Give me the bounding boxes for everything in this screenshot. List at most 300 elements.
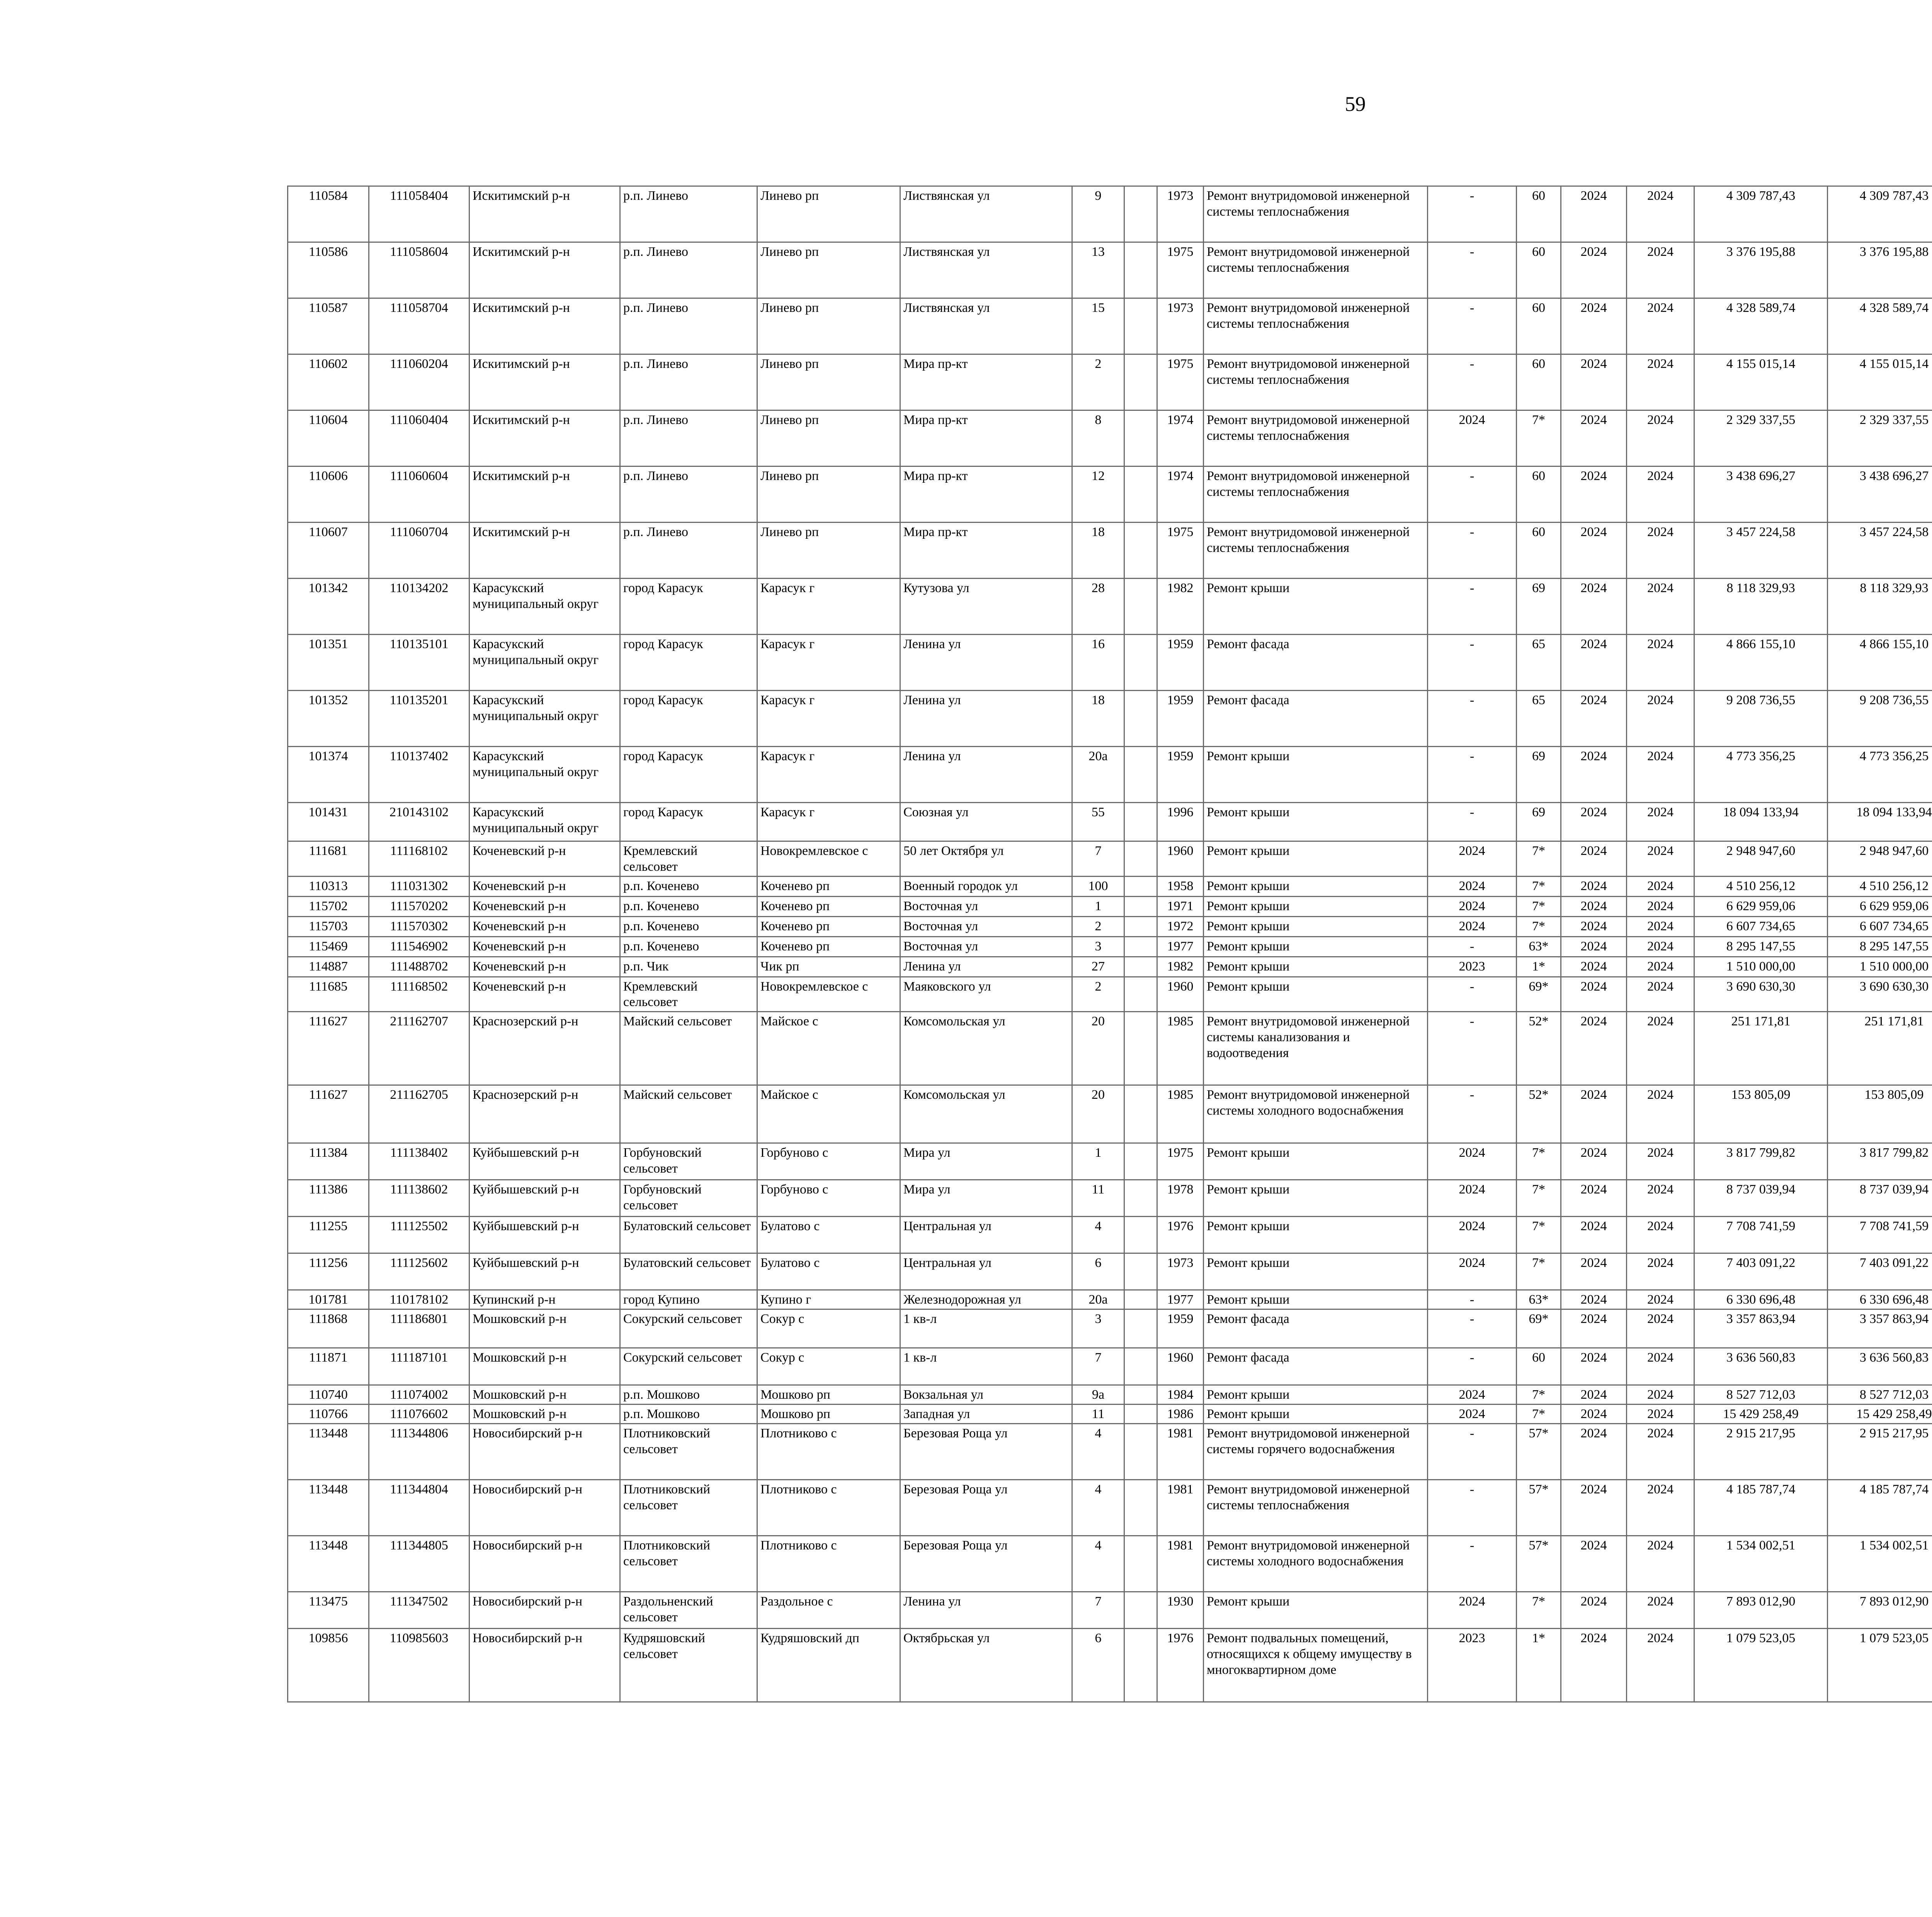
cell-wear-percent: 60 [1517,1348,1561,1385]
cell-district: Коченевский р-н [469,957,620,977]
cell-wear-percent: 7* [1517,876,1561,896]
cell-work-type: Ремонт фасада [1204,1348,1428,1385]
cell-build-year: 1984 [1157,1385,1204,1404]
cell-house-number: 1 [1072,896,1124,916]
cell-work-type: Ремонт внутридомовой инженерной системы теплоснабжения [1204,186,1428,242]
cell-plan-year-from: 2024 [1561,841,1627,877]
cell-municipality: Плотниковский сельсовет [620,1536,757,1592]
cell-total-cost: 18 094 133,94 [1694,803,1828,841]
cell-build-year: 1976 [1157,1628,1204,1702]
cell-house-number: 20а [1072,1290,1124,1309]
cell-building [1124,936,1157,957]
cell-plan-year-to: 2024 [1627,1348,1694,1385]
cell-wear-percent: 60 [1517,298,1561,354]
cell-work-type: Ремонт крыши [1204,916,1428,936]
cell-street: Мира пр-кт [900,523,1072,579]
cell-wear-percent: 60 [1517,354,1561,410]
table-row [288,1628,1932,1702]
cell-total-cost: 15 429 258,49 [1694,1404,1828,1423]
cell-plan-year-to: 2024 [1627,1143,1694,1180]
cell-total-cost: 9 208 736,55 [1694,691,1828,747]
cell-wear-percent: 69 [1517,747,1561,803]
cell-building [1124,803,1157,841]
cell-fund-cost: 7 708 741,59 [1828,1217,1932,1253]
cell-work-type: Ремонт внутридомовой инженерной системы холодного водоснабжения [1204,1085,1428,1143]
cell-building [1124,579,1157,635]
cell-plan-year-to: 2024 [1627,1085,1694,1143]
cell-last-repair-year: 2024 [1428,410,1517,466]
cell-building [1124,1385,1157,1404]
cell-fund-cost: 8 737 039,94 [1828,1180,1932,1217]
cell-street: Мира пр-кт [900,410,1072,466]
cell-house-id: 113448 [288,1479,369,1536]
cell-locality: Линево рп [757,354,900,410]
cell-district: Коченевский р-н [469,936,620,957]
cell-wear-percent: 7* [1517,1217,1561,1253]
cell-plan-year-from: 2024 [1561,803,1627,841]
cell-plan-year-from: 2024 [1561,1404,1627,1423]
cell-work-type: Ремонт фасада [1204,635,1428,691]
cell-district: Куйбышевский р-н [469,1180,620,1217]
cell-building [1124,1290,1157,1309]
cell-build-year: 1973 [1157,298,1204,354]
cell-last-repair-year: 2024 [1428,876,1517,896]
cell-work-code: 110178102 [369,1290,469,1309]
cell-work-type: Ремонт крыши [1204,876,1428,896]
cell-plan-year-from: 2024 [1561,1385,1627,1404]
cell-district: Коченевский р-н [469,896,620,916]
cell-fund-cost: 9 208 736,55 [1828,691,1932,747]
table-row [288,635,1932,691]
cell-locality: Булатово с [757,1253,900,1290]
cell-total-cost: 3 690 630,30 [1694,977,1828,1012]
cell-fund-cost: 4 328 589,74 [1828,298,1932,354]
cell-fund-cost: 2 948 947,60 [1828,841,1932,877]
cell-build-year: 1960 [1157,977,1204,1012]
cell-street: Центральная ул [900,1217,1072,1253]
cell-house-id: 110313 [288,876,369,896]
cell-house-id: 110586 [288,242,369,298]
cell-building [1124,1348,1157,1385]
cell-last-repair-year: 2024 [1428,1253,1517,1290]
table-row [288,1385,1932,1404]
cell-build-year: 1960 [1157,1348,1204,1385]
cell-work-code: 111546902 [369,936,469,957]
cell-building [1124,466,1157,523]
cell-house-number: 4 [1072,1536,1124,1592]
cell-locality: Новокремлевское с [757,841,900,877]
cell-plan-year-to: 2024 [1627,936,1694,957]
cell-work-type: Ремонт крыши [1204,579,1428,635]
cell-plan-year-from: 2024 [1561,354,1627,410]
cell-work-type: Ремонт фасада [1204,1309,1428,1348]
cell-total-cost: 2 915 217,95 [1694,1423,1828,1479]
cell-fund-cost: 15 429 258,49 [1828,1404,1932,1423]
cell-municipality: р.п. Линево [620,410,757,466]
cell-build-year: 1981 [1157,1536,1204,1592]
cell-last-repair-year: - [1428,977,1517,1012]
cell-house-number: 11 [1072,1180,1124,1217]
cell-work-type: Ремонт внутридомовой инженерной системы теплоснабжения [1204,466,1428,523]
cell-locality: Майское с [757,1085,900,1143]
cell-total-cost: 3 457 224,58 [1694,523,1828,579]
cell-locality: Карасук г [757,579,900,635]
table-row [288,936,1932,957]
cell-work-code: 111125602 [369,1253,469,1290]
cell-building [1124,977,1157,1012]
cell-street: Листвянская ул [900,298,1072,354]
cell-house-number: 20а [1072,747,1124,803]
cell-total-cost: 4 773 356,25 [1694,747,1828,803]
cell-wear-percent: 60 [1517,523,1561,579]
capital-repair-table [287,186,1932,1702]
cell-municipality: Кремлевский сельсовет [620,841,757,877]
cell-municipality: р.п. Коченево [620,896,757,916]
cell-street: Западная ул [900,1404,1072,1423]
cell-plan-year-from: 2024 [1561,1309,1627,1348]
cell-district: Краснозерский р-н [469,1012,620,1085]
cell-house-id: 111627 [288,1085,369,1143]
cell-total-cost: 153 805,09 [1694,1085,1828,1143]
cell-municipality: р.п. Коченево [620,876,757,896]
cell-work-type: Ремонт внутридомовой инженерной системы теплоснабжения [1204,242,1428,298]
cell-district: Коченевский р-н [469,876,620,896]
cell-house-number: 2 [1072,977,1124,1012]
cell-building [1124,1536,1157,1592]
cell-plan-year-from: 2024 [1561,691,1627,747]
cell-plan-year-to: 2024 [1627,896,1694,916]
cell-municipality: р.п. Мошково [620,1385,757,1404]
cell-house-id: 115702 [288,896,369,916]
cell-last-repair-year: - [1428,1348,1517,1385]
cell-district: Коченевский р-н [469,977,620,1012]
cell-work-code: 111058704 [369,298,469,354]
cell-house-number: 7 [1072,1348,1124,1385]
cell-build-year: 1996 [1157,803,1204,841]
cell-plan-year-from: 2024 [1561,1536,1627,1592]
table-row [288,523,1932,579]
cell-plan-year-to: 2024 [1627,841,1694,877]
cell-building [1124,1423,1157,1479]
cell-last-repair-year: - [1428,1309,1517,1348]
cell-house-id: 101781 [288,1290,369,1309]
cell-house-number: 18 [1072,523,1124,579]
cell-total-cost: 8 527 712,03 [1694,1385,1828,1404]
cell-work-type: Ремонт крыши [1204,1290,1428,1309]
cell-district: Новосибирский р-н [469,1628,620,1702]
cell-street: Мира ул [900,1143,1072,1180]
cell-district: Искитимский р-н [469,523,620,579]
cell-house-id: 111256 [288,1253,369,1290]
cell-district: Искитимский р-н [469,466,620,523]
table-row [288,957,1932,977]
cell-build-year: 1959 [1157,635,1204,691]
cell-house-number: 7 [1072,1592,1124,1628]
cell-district: Мошковский р-н [469,1348,620,1385]
cell-locality: Купино г [757,1290,900,1309]
cell-work-type: Ремонт крыши [1204,1404,1428,1423]
cell-street: Военный городок ул [900,876,1072,896]
cell-total-cost: 6 330 696,48 [1694,1290,1828,1309]
page-number: 59 [1345,92,1366,116]
cell-building [1124,354,1157,410]
cell-total-cost: 4 510 256,12 [1694,876,1828,896]
table-row [288,747,1932,803]
cell-plan-year-to: 2024 [1627,916,1694,936]
cell-locality: Плотниково с [757,1536,900,1592]
cell-street: Мира пр-кт [900,466,1072,523]
cell-municipality: р.п. Линево [620,186,757,242]
cell-house-id: 110606 [288,466,369,523]
cell-building [1124,1012,1157,1085]
cell-build-year: 1971 [1157,896,1204,916]
cell-street: Ленина ул [900,635,1072,691]
cell-plan-year-to: 2024 [1627,1592,1694,1628]
cell-plan-year-from: 2024 [1561,1348,1627,1385]
table-row [288,579,1932,635]
table-row [288,354,1932,410]
cell-build-year: 1981 [1157,1423,1204,1479]
cell-total-cost: 3 817 799,82 [1694,1143,1828,1180]
cell-last-repair-year: 2024 [1428,1592,1517,1628]
cell-last-repair-year: - [1428,523,1517,579]
cell-build-year: 1972 [1157,916,1204,936]
cell-wear-percent: 63* [1517,936,1561,957]
table-row [288,1217,1932,1253]
cell-last-repair-year: - [1428,466,1517,523]
cell-house-id: 110604 [288,410,369,466]
cell-building [1124,1143,1157,1180]
cell-fund-cost: 6 629 959,06 [1828,896,1932,916]
cell-work-type: Ремонт подвальных помещений, относящихся к общему имуществу в многоквартирном доме [1204,1628,1428,1702]
cell-build-year: 1982 [1157,579,1204,635]
table-row [288,1012,1932,1085]
cell-locality: Горбуново с [757,1180,900,1217]
cell-locality: Коченево рп [757,936,900,957]
cell-total-cost: 1 079 523,05 [1694,1628,1828,1702]
cell-municipality: р.п. Мошково [620,1404,757,1423]
cell-wear-percent: 60 [1517,186,1561,242]
cell-total-cost: 1 510 000,00 [1694,957,1828,977]
cell-municipality: р.п. Коченево [620,916,757,936]
cell-work-type: Ремонт крыши [1204,803,1428,841]
cell-locality: Раздольное с [757,1592,900,1628]
cell-municipality: Раздольненский сельсовет [620,1592,757,1628]
cell-work-code: 210143102 [369,803,469,841]
cell-house-id: 111868 [288,1309,369,1348]
cell-total-cost: 2 948 947,60 [1694,841,1828,877]
cell-total-cost: 7 893 012,90 [1694,1592,1828,1628]
cell-plan-year-to: 2024 [1627,1253,1694,1290]
cell-plan-year-from: 2024 [1561,1217,1627,1253]
cell-plan-year-to: 2024 [1627,1217,1694,1253]
cell-locality: Линево рп [757,242,900,298]
cell-municipality: Горбуновский сельсовет [620,1143,757,1180]
cell-fund-cost: 1 534 002,51 [1828,1536,1932,1592]
table-row [288,1253,1932,1290]
table-row [288,841,1932,877]
table-row [288,1143,1932,1180]
cell-build-year: 1986 [1157,1404,1204,1423]
cell-plan-year-from: 2024 [1561,579,1627,635]
cell-locality: Линево рп [757,410,900,466]
cell-district: Искитимский р-н [469,354,620,410]
cell-house-number: 11 [1072,1404,1124,1423]
cell-district: Искитимский р-н [469,242,620,298]
cell-build-year: 1973 [1157,1253,1204,1290]
cell-house-id: 101374 [288,747,369,803]
cell-wear-percent: 69* [1517,1309,1561,1348]
cell-work-type: Ремонт внутридомовой инженерной системы канализования и водоотведения [1204,1012,1428,1085]
cell-house-number: 18 [1072,691,1124,747]
cell-plan-year-to: 2024 [1627,977,1694,1012]
cell-fund-cost: 4 510 256,12 [1828,876,1932,896]
cell-house-number: 13 [1072,242,1124,298]
cell-house-id: 110584 [288,186,369,242]
cell-wear-percent: 69 [1517,579,1561,635]
cell-build-year: 1982 [1157,957,1204,977]
cell-house-id: 110740 [288,1385,369,1404]
cell-building [1124,691,1157,747]
table-row [288,410,1932,466]
cell-plan-year-from: 2024 [1561,186,1627,242]
cell-last-repair-year: - [1428,1012,1517,1085]
cell-work-code: 111074002 [369,1385,469,1404]
cell-fund-cost: 8 527 712,03 [1828,1385,1932,1404]
cell-locality: Горбуново с [757,1143,900,1180]
cell-municipality: город Карасук [620,691,757,747]
cell-last-repair-year: - [1428,579,1517,635]
table-row [288,1290,1932,1309]
cell-wear-percent: 7* [1517,1253,1561,1290]
cell-total-cost: 8 737 039,94 [1694,1180,1828,1217]
cell-work-code: 110134202 [369,579,469,635]
cell-plan-year-from: 2024 [1561,1423,1627,1479]
cell-street: 1 кв-л [900,1309,1072,1348]
cell-municipality: Плотниковский сельсовет [620,1479,757,1536]
cell-fund-cost: 7 403 091,22 [1828,1253,1932,1290]
table-row [288,1085,1932,1143]
cell-wear-percent: 57* [1517,1536,1561,1592]
cell-building [1124,410,1157,466]
cell-total-cost: 4 866 155,10 [1694,635,1828,691]
cell-work-code: 111060704 [369,523,469,579]
cell-total-cost: 1 534 002,51 [1694,1536,1828,1592]
cell-building [1124,186,1157,242]
cell-work-type: Ремонт крыши [1204,1180,1428,1217]
cell-plan-year-to: 2024 [1627,410,1694,466]
cell-build-year: 1959 [1157,747,1204,803]
cell-locality: Кудряшовский дп [757,1628,900,1702]
cell-house-id: 111627 [288,1012,369,1085]
cell-build-year: 1985 [1157,1085,1204,1143]
cell-wear-percent: 7* [1517,1180,1561,1217]
cell-work-type: Ремонт крыши [1204,1217,1428,1253]
cell-build-year: 1977 [1157,1290,1204,1309]
cell-street: Ленина ул [900,957,1072,977]
cell-plan-year-to: 2024 [1627,1536,1694,1592]
cell-plan-year-to: 2024 [1627,579,1694,635]
cell-wear-percent: 7* [1517,841,1561,877]
cell-building [1124,523,1157,579]
cell-locality: Коченево рп [757,896,900,916]
cell-municipality: р.п. Линево [620,298,757,354]
cell-house-number: 1 [1072,1143,1124,1180]
cell-work-type: Ремонт внутридомовой инженерной системы теплоснабжения [1204,410,1428,466]
cell-plan-year-to: 2024 [1627,747,1694,803]
cell-total-cost: 3 438 696,27 [1694,466,1828,523]
cell-house-id: 101352 [288,691,369,747]
cell-municipality: Кудряшовский сельсовет [620,1628,757,1702]
cell-work-type: Ремонт крыши [1204,896,1428,916]
cell-build-year: 1978 [1157,1180,1204,1217]
cell-municipality: город Карасук [620,803,757,841]
cell-work-type: Ремонт крыши [1204,841,1428,877]
cell-house-number: 28 [1072,579,1124,635]
cell-last-repair-year: - [1428,635,1517,691]
cell-building [1124,747,1157,803]
cell-total-cost: 3 636 560,83 [1694,1348,1828,1385]
cell-district: Карасукский муниципальный округ [469,579,620,635]
cell-house-number: 4 [1072,1479,1124,1536]
cell-district: Новосибирский р-н [469,1423,620,1479]
cell-locality: Чик рп [757,957,900,977]
cell-street: Ленина ул [900,691,1072,747]
cell-total-cost: 8 118 329,93 [1694,579,1828,635]
cell-last-repair-year: 2023 [1428,1628,1517,1702]
cell-wear-percent: 7* [1517,1143,1561,1180]
cell-municipality: Сокурский сельсовет [620,1309,757,1348]
table-row [288,1309,1932,1348]
cell-last-repair-year: 2024 [1428,1180,1517,1217]
cell-plan-year-to: 2024 [1627,1180,1694,1217]
cell-last-repair-year: - [1428,186,1517,242]
cell-work-type: Ремонт крыши [1204,1143,1428,1180]
cell-plan-year-to: 2024 [1627,1290,1694,1309]
cell-last-repair-year: 2023 [1428,957,1517,977]
cell-plan-year-to: 2024 [1627,1309,1694,1348]
cell-municipality: Горбуновский сельсовет [620,1180,757,1217]
cell-municipality: Булатовский сельсовет [620,1217,757,1253]
cell-house-number: 7 [1072,841,1124,877]
cell-plan-year-from: 2024 [1561,1180,1627,1217]
cell-locality: Карасук г [757,803,900,841]
cell-municipality: Майский сельсовет [620,1085,757,1143]
table-row [288,1348,1932,1385]
cell-municipality: город Карасук [620,579,757,635]
table-row [288,896,1932,916]
cell-plan-year-to: 2024 [1627,1423,1694,1479]
cell-work-type: Ремонт крыши [1204,1592,1428,1628]
cell-street: Мира пр-кт [900,354,1072,410]
cell-fund-cost: 3 636 560,83 [1828,1348,1932,1385]
cell-fund-cost: 1 510 000,00 [1828,957,1932,977]
cell-total-cost: 3 357 863,94 [1694,1309,1828,1348]
cell-fund-cost: 4 309 787,43 [1828,186,1932,242]
cell-work-type: Ремонт крыши [1204,1253,1428,1290]
cell-street: Мира ул [900,1180,1072,1217]
cell-last-repair-year: 2024 [1428,841,1517,877]
cell-house-id: 110607 [288,523,369,579]
cell-building [1124,1180,1157,1217]
cell-build-year: 1974 [1157,410,1204,466]
cell-building [1124,1404,1157,1423]
cell-plan-year-to: 2024 [1627,1012,1694,1085]
cell-wear-percent: 7* [1517,410,1561,466]
cell-municipality: Кремлевский сельсовет [620,977,757,1012]
cell-plan-year-to: 2024 [1627,635,1694,691]
cell-last-repair-year: - [1428,1423,1517,1479]
